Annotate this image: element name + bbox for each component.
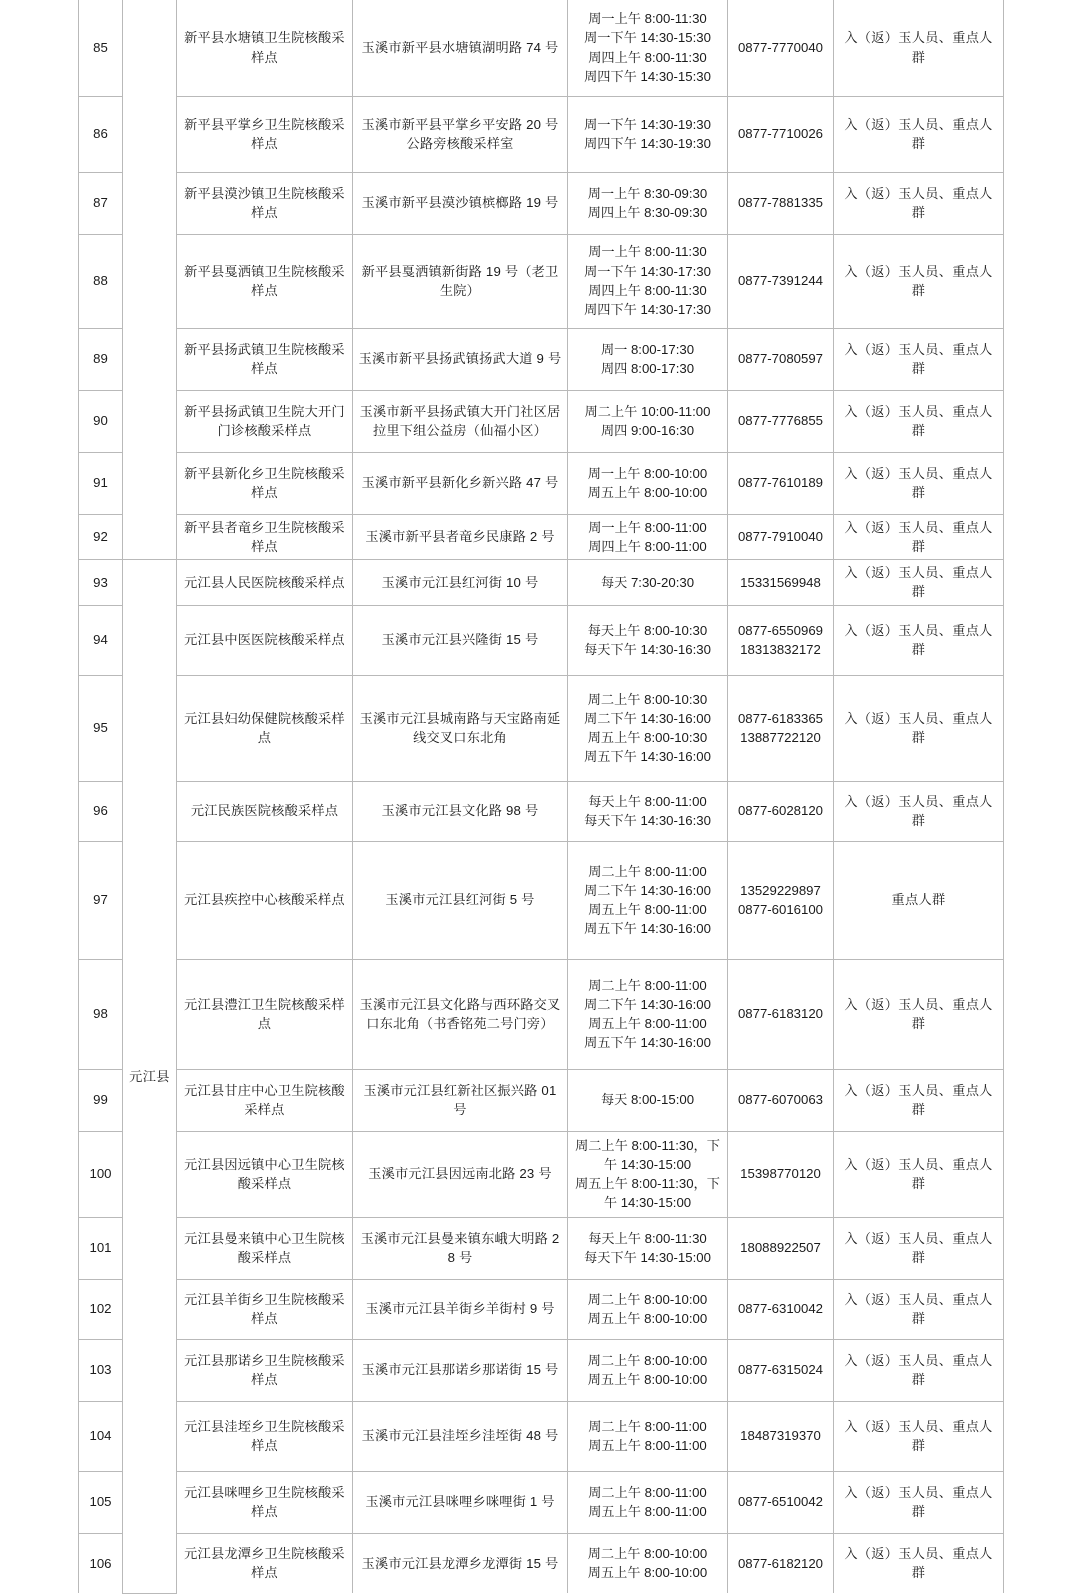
served-population: 入（返）玉人员、重点人群 [834, 605, 1004, 675]
sampling-hours-line: 周五上午 8:00-10:00 [587, 1311, 708, 1327]
sampling-hours [568, 514, 728, 560]
table-row [79, 172, 1004, 234]
site-address: 玉溪市元江县文化路 98 号 [353, 781, 568, 841]
served-population: 入（返）玉人员、重点人群 [834, 675, 1004, 781]
served-population: 入（返）玉人员、重点人群 [834, 1279, 1004, 1339]
contact-phone: 0877-6028120 [728, 781, 834, 841]
sampling-hours [568, 560, 728, 606]
sampling-hours-line: 周一 8:00-17:30 [600, 341, 695, 357]
sampling-hours-line: 周四下午 14:30-17:30 [584, 302, 711, 318]
sampling-hours-line: 每天 7:30-20:30 [600, 574, 695, 590]
row-index: 85 [79, 0, 123, 96]
contact-phone: 0877-7770040 [728, 0, 834, 96]
sampling-hours-line: 周五上午 8:00-11:00 [588, 1504, 707, 1520]
site-address: 玉溪市元江县兴隆街 15 号 [353, 605, 568, 675]
served-population: 入（返）玉人员、重点人群 [834, 328, 1004, 390]
table-row [79, 96, 1004, 172]
contact-phone: 15331569948 [728, 560, 834, 606]
served-population: 入（返）玉人员、重点人群 [834, 1401, 1004, 1471]
sampling-hours-line: 周五上午 8:00-10:00 [587, 485, 708, 500]
served-population: 入（返）玉人员、重点人群 [834, 1069, 1004, 1131]
contact-phone: 0877-7881335 [728, 172, 834, 234]
sampling-hours-line: 周二上午 8:00-11:00 [588, 977, 707, 993]
site-name: 元江县因远镇中心卫生院核酸采样点 [177, 1131, 353, 1217]
site-name: 元江县羊街乡卫生院核酸采样点 [177, 1279, 353, 1339]
site-name: 元江民族医院核酸采样点 [177, 781, 353, 841]
table-row [79, 1279, 1004, 1339]
site-address: 玉溪市新平县漠沙镇槟榔路 19 号 [353, 172, 568, 234]
served-population: 入（返）玉人员、重点人群 [834, 172, 1004, 234]
contact-phone: 0877-7080597 [728, 328, 834, 390]
site-address: 玉溪市元江县因远南北路 23 号 [353, 1131, 568, 1217]
sampling-hours-line: 周五上午 8:00-11:00 [588, 1016, 707, 1032]
site-name: 元江县洼垤乡卫生院核酸采样点 [177, 1401, 353, 1471]
served-population: 入（返）玉人员、重点人群 [834, 560, 1004, 606]
site-address: 玉溪市元江县曼来镇东峨大明路 28 号 [353, 1217, 568, 1279]
site-name: 元江县人民医院核酸采样点 [177, 560, 353, 606]
row-index: 101 [79, 1217, 123, 1279]
sampling-hours-line: 周二上午 8:00-11:00 [588, 863, 707, 879]
site-address: 玉溪市新平县扬武镇扬武大道 9 号 [353, 328, 568, 390]
sampling-hours-line: 每天下午 14:30-15:00 [584, 1250, 711, 1266]
served-population: 入（返）玉人员、重点人群 [834, 0, 1004, 96]
sampling-hours [568, 172, 728, 234]
site-name: 新平县扬武镇卫生院核酸采样点 [177, 328, 353, 390]
served-population: 重点人群 [834, 841, 1004, 959]
sampling-hours [568, 959, 728, 1069]
sampling-hours-line: 周一上午 8:00-11:30 [588, 11, 707, 27]
sampling-hours-line: 每天上午 8:00-11:00 [588, 793, 707, 809]
site-name: 新平县平掌乡卫生院核酸采样点 [177, 96, 353, 172]
served-population: 入（返）玉人员、重点人群 [834, 959, 1004, 1069]
table-row [79, 1533, 1004, 1593]
served-population: 入（返）玉人员、重点人群 [834, 1471, 1004, 1533]
contact-phone-line: 13887722120 [740, 730, 821, 746]
sampling-hours-line: 每天上午 8:00-10:30 [587, 622, 708, 638]
contact-phone: 0877-6510042 [728, 1471, 834, 1533]
sampling-hours [568, 390, 728, 452]
contact-phone-line: 18313832172 [740, 642, 821, 658]
sampling-hours-line: 周五上午 8:00-10:00 [587, 1372, 708, 1388]
table-body [79, 0, 1004, 1593]
sampling-hours [568, 841, 728, 959]
sampling-hours [568, 452, 728, 514]
contact-phone: 0877-7910040 [728, 514, 834, 560]
served-population: 入（返）玉人员、重点人群 [834, 390, 1004, 452]
row-index: 87 [79, 172, 123, 234]
sampling-sites-table [78, 0, 1004, 1594]
site-address: 玉溪市元江县那诺乡那诺街 15 号 [353, 1339, 568, 1401]
contact-phone-line: 0877-6183365 [737, 710, 824, 726]
table-row [79, 959, 1004, 1069]
sampling-hours-line: 周五上午 8:00-11:00 [588, 1438, 707, 1454]
sampling-hours-line: 周二下午 14:30-16:00 [584, 710, 711, 726]
site-address: 玉溪市元江县红河街 10 号 [353, 560, 568, 606]
sampling-hours-line: 周二上午 8:00-11:00 [588, 1484, 707, 1500]
site-name: 新平县者竜乡卫生院核酸采样点 [177, 514, 353, 560]
site-name: 元江县甘庄中心卫生院核酸采样点 [177, 1069, 353, 1131]
sampling-hours-line: 每天 8:00-15:00 [600, 1092, 695, 1108]
sampling-hours-line: 周四上午 8:00-11:30 [588, 49, 707, 65]
row-index: 86 [79, 96, 123, 172]
table-row [79, 390, 1004, 452]
table-row [79, 0, 1004, 96]
row-index: 92 [79, 514, 123, 560]
site-name: 元江县澧江卫生院核酸采样点 [177, 959, 353, 1069]
site-name: 新平县漠沙镇卫生院核酸采样点 [177, 172, 353, 234]
sampling-hours-line: 周二上午 8:00-10:00 [587, 1546, 708, 1562]
site-address: 玉溪市元江县龙潭乡龙潭街 15 号 [353, 1533, 568, 1593]
contact-phone: 0877-6070063 [728, 1069, 834, 1131]
site-address: 玉溪市元江县咪哩乡咪哩街 1 号 [353, 1471, 568, 1533]
sampling-hours-line: 周五上午 8:00-11:30，下午 14:30-15:00 [575, 1176, 720, 1211]
site-name: 新平县新化乡卫生院核酸采样点 [177, 452, 353, 514]
served-population: 入（返）玉人员、重点人群 [834, 1339, 1004, 1401]
site-name: 元江县咪哩乡卫生院核酸采样点 [177, 1471, 353, 1533]
sampling-hours [568, 781, 728, 841]
table-row [79, 781, 1004, 841]
sampling-hours [568, 675, 728, 781]
row-index: 93 [79, 560, 123, 606]
sampling-hours-line: 周二下午 14:30-16:00 [584, 996, 711, 1012]
sampling-hours-line: 周五下午 14:30-16:00 [584, 921, 711, 937]
table-row [79, 1069, 1004, 1131]
site-name: 元江县龙潭乡卫生院核酸采样点 [177, 1533, 353, 1593]
sampling-hours-line: 周二上午 8:00-10:00 [587, 1352, 708, 1368]
sampling-hours-line: 周二上午 8:00-11:00 [588, 1418, 707, 1434]
site-address: 玉溪市元江县红河街 5 号 [353, 841, 568, 959]
sampling-hours-line: 周一上午 8:00-11:30 [588, 244, 707, 260]
contact-phone: 0877-6315024 [728, 1339, 834, 1401]
contact-phone-line: 0877-6550969 [737, 622, 824, 638]
site-address: 玉溪市新平县新化乡新兴路 47 号 [353, 452, 568, 514]
table-row [79, 234, 1004, 328]
site-address: 玉溪市元江县羊街乡羊街村 9 号 [353, 1279, 568, 1339]
sampling-hours-line: 每天下午 14:30-16:30 [584, 642, 711, 658]
served-population: 入（返）玉人员、重点人群 [834, 96, 1004, 172]
table-row [79, 1131, 1004, 1217]
table-row [79, 328, 1004, 390]
contact-phone: 15398770120 [728, 1131, 834, 1217]
sampling-hours-line: 周一下午 14:30-15:30 [584, 30, 711, 46]
sampling-hours-line: 周二上午 10:00-11:00 [584, 403, 711, 419]
sampling-hours-line: 周四下午 14:30-19:30 [584, 136, 711, 151]
row-index: 106 [79, 1533, 123, 1593]
served-population: 入（返）玉人员、重点人群 [834, 1217, 1004, 1279]
table-row [79, 841, 1004, 959]
sampling-hours-line: 周二上午 8:00-10:30 [587, 691, 708, 707]
sampling-hours [568, 96, 728, 172]
sampling-hours [568, 1471, 728, 1533]
sampling-hours [568, 1533, 728, 1593]
served-population: 入（返）玉人员、重点人群 [834, 514, 1004, 560]
row-index: 99 [79, 1069, 123, 1131]
sampling-hours-line: 周四上午 8:00-11:00 [588, 538, 707, 554]
sampling-hours-line: 每天下午 14:30-16:30 [584, 813, 711, 829]
row-index: 94 [79, 605, 123, 675]
table-row [79, 675, 1004, 781]
sampling-hours-line: 周二上午 8:00-10:00 [587, 1291, 708, 1307]
row-index: 103 [79, 1339, 123, 1401]
site-address: 玉溪市新平县平掌乡平安路 20 号公路旁核酸采样室 [353, 96, 568, 172]
sampling-hours [568, 0, 728, 96]
row-index: 95 [79, 675, 123, 781]
site-name: 新平县扬武镇卫生院大开门门诊核酸采样点 [177, 390, 353, 452]
sampling-hours [568, 1401, 728, 1471]
site-address: 玉溪市新平县者竜乡民康路 2 号 [353, 514, 568, 560]
table-row [79, 514, 1004, 560]
sampling-hours-line: 周四下午 14:30-15:30 [584, 69, 711, 85]
site-address: 玉溪市新平县扬武镇大开门社区居拉里下组公益房（仙福小区） [353, 390, 568, 452]
sampling-hours-line: 周一下午 14:30-19:30 [584, 116, 711, 132]
served-population: 入（返）玉人员、重点人群 [834, 781, 1004, 841]
contact-phone [728, 841, 834, 959]
sampling-hours [568, 1339, 728, 1401]
sampling-hours-line: 周二下午 14:30-16:00 [584, 882, 711, 898]
site-address: 玉溪市新平县水塘镇湖明路 74 号 [353, 0, 568, 96]
sampling-hours-line: 周四 9:00-16:30 [600, 423, 695, 438]
site-name: 元江县中医医院核酸采样点 [177, 605, 353, 675]
contact-phone: 18487319370 [728, 1401, 834, 1471]
contact-phone: 0877-6183120 [728, 959, 834, 1069]
contact-phone-line: 0877-6016100 [737, 902, 824, 918]
site-address: 玉溪市元江县洼垤乡洼垤街 48 号 [353, 1401, 568, 1471]
contact-phone: 0877-7391244 [728, 234, 834, 328]
sampling-hours-line: 周一上午 8:00-11:00 [588, 519, 707, 535]
sampling-hours-line: 周五上午 8:00-10:00 [587, 1565, 708, 1581]
sampling-hours-line: 周二上午 8:00-11:30，下午 14:30-15:00 [575, 1137, 720, 1172]
site-name: 元江县疾控中心核酸采样点 [177, 841, 353, 959]
sampling-hours-line: 周四上午 8:30-09:30 [587, 205, 708, 220]
contact-phone: 0877-7776855 [728, 390, 834, 452]
served-population: 入（返）玉人员、重点人群 [834, 452, 1004, 514]
contact-phone: 0877-7610189 [728, 452, 834, 514]
table-row [79, 560, 1004, 606]
contact-phone: 0877-6182120 [728, 1533, 834, 1593]
site-name: 元江县那诺乡卫生院核酸采样点 [177, 1339, 353, 1401]
sampling-hours [568, 1279, 728, 1339]
row-index: 88 [79, 234, 123, 328]
served-population: 入（返）玉人员、重点人群 [834, 234, 1004, 328]
row-index: 104 [79, 1401, 123, 1471]
row-index: 102 [79, 1279, 123, 1339]
sampling-hours-line: 周五上午 8:00-11:00 [588, 902, 707, 918]
table-row [79, 1401, 1004, 1471]
row-index: 96 [79, 781, 123, 841]
county-cell-empty [123, 0, 177, 560]
contact-phone: 0877-6310042 [728, 1279, 834, 1339]
sampling-hours [568, 234, 728, 328]
sampling-hours-line: 周五下午 14:30-16:00 [584, 749, 711, 765]
sampling-hours-line: 周五上午 8:00-10:30 [587, 730, 708, 746]
site-name: 元江县妇幼保健院核酸采样点 [177, 675, 353, 781]
sampling-hours [568, 1069, 728, 1131]
county-cell-yuanjiang: 元江县 [123, 560, 177, 1594]
sampling-hours-line: 周一下午 14:30-17:30 [584, 263, 711, 279]
row-index: 100 [79, 1131, 123, 1217]
sampling-hours-line: 周一上午 8:30-09:30 [587, 185, 708, 201]
row-index: 89 [79, 328, 123, 390]
contact-phone [728, 675, 834, 781]
contact-phone-line: 13529229897 [740, 882, 821, 898]
sampling-hours-line: 周四上午 8:00-11:30 [588, 283, 707, 298]
site-address: 玉溪市元江县城南路与天宝路南延线交叉口东北角 [353, 675, 568, 781]
contact-phone [728, 605, 834, 675]
site-address: 新平县戛洒镇新街路 19 号（老卫生院） [353, 234, 568, 328]
served-population: 入（返）玉人员、重点人群 [834, 1533, 1004, 1593]
site-address: 玉溪市元江县红新社区振兴路 01 号 [353, 1069, 568, 1131]
table-row [79, 452, 1004, 514]
sampling-hours-line: 每天上午 8:00-11:30 [588, 1230, 707, 1246]
row-index: 98 [79, 959, 123, 1069]
sampling-hours [568, 328, 728, 390]
served-population: 入（返）玉人员、重点人群 [834, 1131, 1004, 1217]
table-row [79, 1217, 1004, 1279]
table-row [79, 1471, 1004, 1533]
site-name: 新平县水塘镇卫生院核酸采样点 [177, 0, 353, 96]
site-name: 元江县曼来镇中心卫生院核酸采样点 [177, 1217, 353, 1279]
sampling-hours [568, 605, 728, 675]
sampling-hours-line: 周四 8:00-17:30 [600, 361, 695, 376]
row-index: 91 [79, 452, 123, 514]
table-row [79, 1339, 1004, 1401]
sampling-hours [568, 1131, 728, 1217]
sampling-hours-line: 周五下午 14:30-16:00 [584, 1035, 711, 1051]
site-name: 新平县戛洒镇卫生院核酸采样点 [177, 234, 353, 328]
row-index: 97 [79, 841, 123, 959]
contact-phone: 18088922507 [728, 1217, 834, 1279]
sampling-hours-line: 周一上午 8:00-10:00 [587, 465, 708, 481]
table-row [79, 605, 1004, 675]
contact-phone: 0877-7710026 [728, 96, 834, 172]
site-address: 玉溪市元江县文化路与西环路交叉口东北角（书香铭苑二号门旁） [353, 959, 568, 1069]
row-index: 105 [79, 1471, 123, 1533]
row-index: 90 [79, 390, 123, 452]
sampling-hours [568, 1217, 728, 1279]
